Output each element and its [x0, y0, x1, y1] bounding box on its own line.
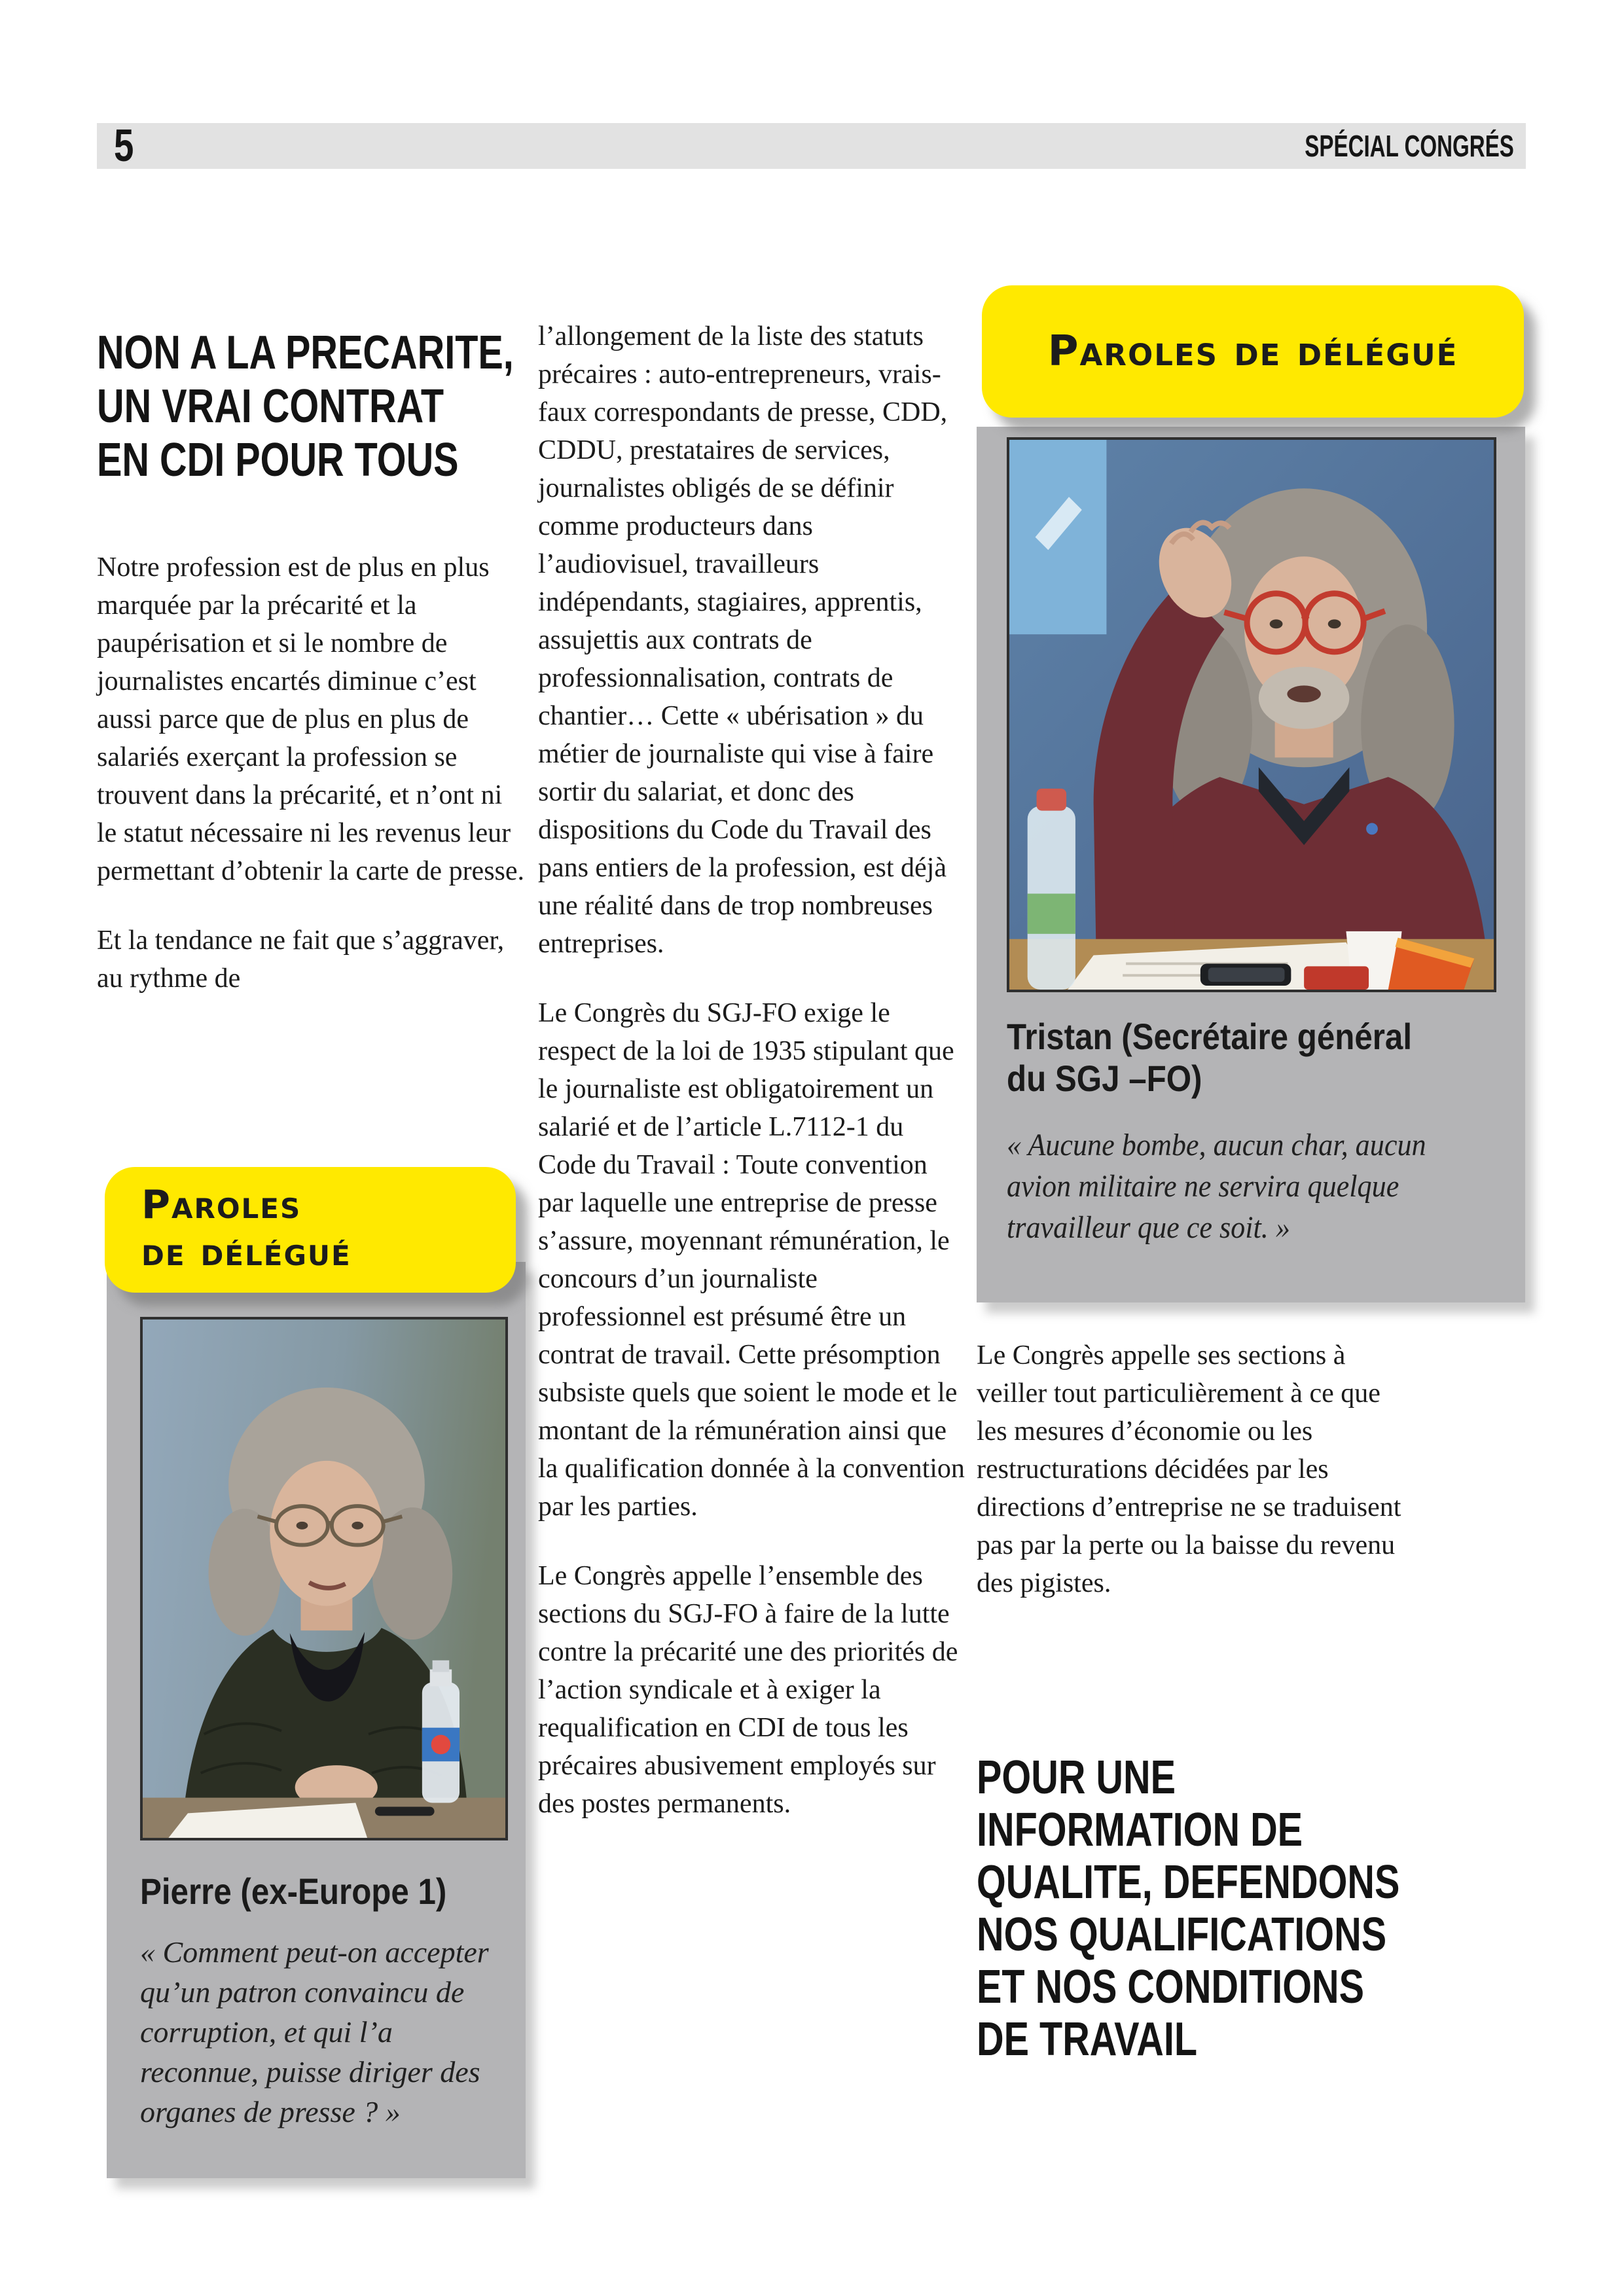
- middle-column-body: [538, 317, 965, 1854]
- headline-line: UN VRAI CONTRAT: [97, 380, 444, 433]
- body-paragraph: Le Congrès appelle ses sections à veiller tout particulièrement à ce que les mesures d’économie ou les restructurations décidées par les directions d’entreprise ne se traduisent pas par la perte ou la baisse du revenu des pigistes.: [977, 1340, 1401, 1598]
- badge-line: Paroles: [141, 1182, 302, 1228]
- body-paragraph: Notre profession est de plus en plus marquée par la précarité et la paupérisation et si le nombre de journalistes encartés diminue c’est aussi parce que de plus en plus de salariés exerçant la profession se trouvent dans la précarité, et n’ont ni le statut nécessaire ni les revenus leur permettant d’obtenir la carte de presse.: [97, 552, 525, 886]
- article-headline: [97, 326, 514, 487]
- page-header: [97, 120, 1526, 171]
- body-paragraph: l’allongement de la liste des statuts précaires : auto-entrepreneurs, vrais-faux correspondants de presse, CDD, CDDU, prestataires de services, journalistes obligés de se définir comme producteurs dans l’audiovisuel, travailleurs indépendants, stagiaires, apprentis, assujettis aux contrats de professionnalisation, contrats de chantier… Cette « ubérisation » du métier de journaliste qui vise à faire sortir du salariat, et donc des dispositions du Code du Travail des pans entiers de la profession, est déjà une réalité dans de trop nombreuses entreprises.: [538, 321, 948, 959]
- body-paragraph: Le Congrès du SGJ-FO exige le respect de la loi de 1935 stipulant que le journaliste est obligatoirement un salarié et de l’article L.7112-1 du Code du Travail : Toute convention par laquelle une entreprise de presse s’assure, moyennant rémunération, le concours d’un journaliste professionnel est présumé être un contrat de travail. Cette présomption subsiste quels que soient le mode et le montant de la rémunération ainsi que la qualification donnée à la convention par les parties.: [538, 998, 965, 1522]
- headline-line: DE TRAVAIL: [977, 2013, 1198, 2066]
- headline-line: NOS QUALIFICATIONS: [977, 1909, 1387, 1961]
- page-number: 5: [114, 120, 134, 171]
- pierre-photo: [140, 1317, 508, 1840]
- headline-line: QUALITE, DEFENDONS: [977, 1856, 1400, 1909]
- right-column-body: [977, 1336, 1411, 1634]
- bottom-headline: [977, 1751, 1399, 2066]
- badge-line: de délégué: [141, 1229, 352, 1275]
- delegate-badge-right: [982, 285, 1524, 418]
- section-title: SPÉCIAL CONGRÉS: [1305, 129, 1514, 163]
- pierre-photo-illustration: [143, 1319, 505, 1838]
- headline-line: EN CDI POUR TOUS: [97, 434, 459, 486]
- headline-line: INFORMATION DE: [977, 1804, 1303, 1856]
- headline-line: ET NOS CONDITIONS: [977, 1961, 1365, 2013]
- tristan-caption: Tristan (Secrétaire général du SGJ –FO): [1007, 1016, 1413, 1099]
- tristan-photo: [1007, 437, 1496, 992]
- tristan-photo-illustration: [1009, 440, 1494, 990]
- body-paragraph: Et la tendance ne fait que s’aggraver, au rythme de: [97, 925, 505, 994]
- pierre-caption: Pierre (ex-Europe 1): [140, 1871, 447, 1912]
- delegate-badge-left: [105, 1167, 516, 1293]
- pierre-quote: « Comment peut-on accepter qu’un patron convaincu de corruption, et qui l’a reconnue, puisse diriger des organes de presse ? »: [140, 1935, 489, 2128]
- body-paragraph: Le Congrès appelle l’ensemble des sections du SGJ-FO à faire de la lutte contre la précarité une des priorités de l’action syndicale et à exiger la requalification en CDI de tous les précaires abusivement employés sur des postes permanents.: [538, 1561, 958, 1819]
- water-bottle: [1028, 789, 1075, 990]
- tristan-quote: « Aucune bombe, aucun char, aucun avion militaire ne servira quelque travailleur que ce soit. »: [1007, 1128, 1426, 1245]
- badge-label: Paroles de délégué: [1047, 327, 1458, 376]
- headline-line: NON A LA PRECARITE,: [97, 327, 514, 379]
- left-column-body: [97, 548, 526, 1029]
- headline-line: POUR UNE: [977, 1751, 1176, 1804]
